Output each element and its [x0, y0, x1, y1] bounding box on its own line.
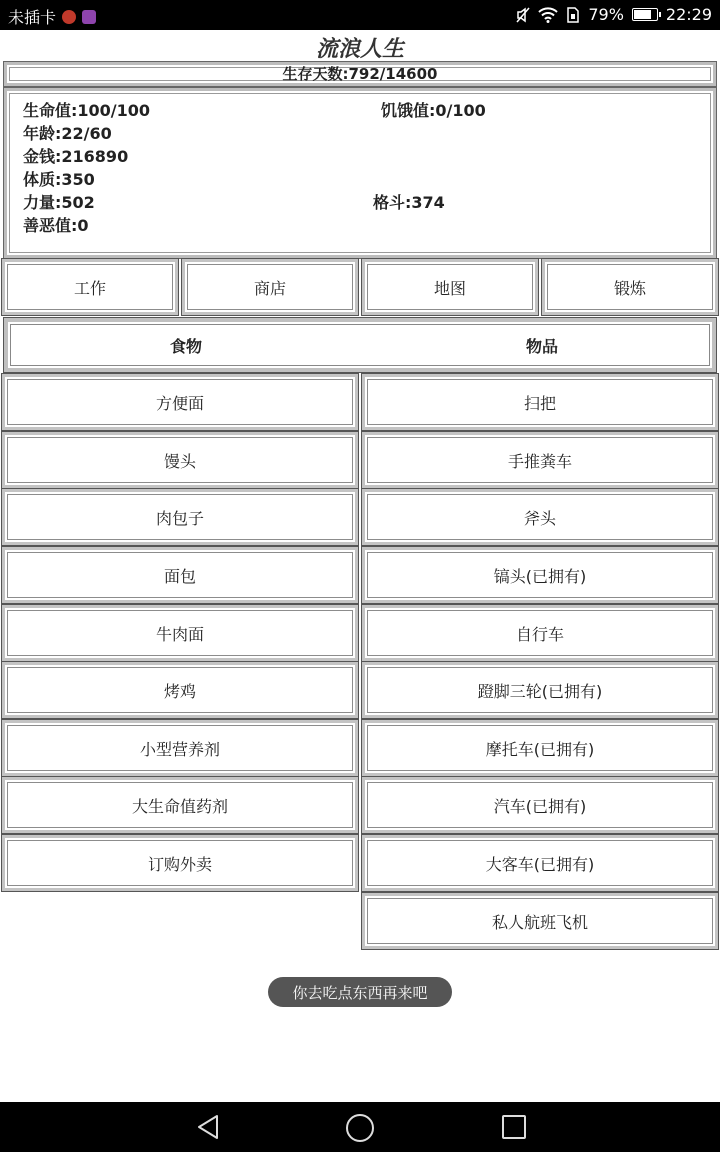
- page-title: 流浪人生: [315, 37, 404, 62]
- battery-icon: [632, 8, 658, 21]
- carrier-text: 未插卡: [8, 8, 57, 27]
- list-item-food[interactable]: 馒头: [2, 432, 358, 488]
- battery-percent: 79%: [588, 5, 624, 24]
- list-item-goods[interactable]: 汽车(已拥有): [362, 777, 718, 833]
- list-item-goods[interactable]: 大客车(已拥有): [362, 835, 718, 891]
- list-item-goods[interactable]: 摩托车(已拥有): [362, 720, 718, 776]
- work-button[interactable]: 工作: [2, 259, 178, 315]
- list-item-food[interactable]: 方便面: [2, 374, 358, 430]
- sim-icon: [566, 7, 580, 23]
- wifi-icon: [538, 7, 558, 23]
- mute-icon: [516, 7, 530, 23]
- list-item-goods[interactable]: 蹬脚三轮(已拥有): [362, 662, 718, 718]
- constitution-stat: 体质:350: [23, 170, 95, 189]
- navigation-bar: [0, 1102, 720, 1152]
- list-item-goods[interactable]: 扫把: [362, 374, 718, 430]
- list-item-food[interactable]: 牛肉面: [2, 605, 358, 661]
- list-item-goods[interactable]: 自行车: [362, 605, 718, 661]
- money-stat: 金钱:216890: [23, 147, 129, 166]
- list-item-goods[interactable]: 镐头(已拥有): [362, 547, 718, 603]
- karma-stat: 善恶值:0: [23, 216, 89, 235]
- toast-message: 你去吃点东西再来吧: [268, 977, 452, 1007]
- list-item-goods[interactable]: 斧头: [362, 489, 718, 545]
- status-bar: [0, 0, 720, 30]
- list-item-food[interactable]: 烤鸡: [2, 662, 358, 718]
- tab-food[interactable]: 食物: [169, 336, 202, 356]
- app-notification-icon: [62, 10, 76, 24]
- list-item-food[interactable]: 小型营养剂: [2, 720, 358, 776]
- stats-panel: [4, 88, 716, 258]
- combat-stat: 格斗:374: [373, 193, 445, 212]
- recent-apps-icon[interactable]: [502, 1115, 526, 1139]
- list-item-food[interactable]: 订购外卖: [2, 835, 358, 891]
- list-item-food[interactable]: 面包: [2, 547, 358, 603]
- strength-stat: 力量:502: [23, 193, 95, 212]
- hunger-stat: 饥饿值:0/100: [381, 101, 486, 120]
- home-icon[interactable]: [346, 1114, 374, 1142]
- shop-button[interactable]: 商店: [182, 259, 358, 315]
- list-item-goods[interactable]: 手推粪车: [362, 432, 718, 488]
- tab-items[interactable]: 物品: [525, 336, 558, 356]
- age-stat: 年龄:22/60: [23, 124, 112, 143]
- list-item-goods[interactable]: 私人航班飞机: [362, 893, 718, 949]
- exercise-button[interactable]: 锻炼: [542, 259, 718, 315]
- map-button[interactable]: 地图: [362, 259, 538, 315]
- gallery-notification-icon: [82, 10, 96, 24]
- hp-stat: 生命值:100/100: [23, 101, 151, 120]
- survival-days: 生存天数:792/14600: [4, 62, 716, 86]
- shop-tabs: [4, 318, 716, 372]
- back-icon[interactable]: [196, 1114, 220, 1140]
- clock-time: 22:29: [665, 5, 712, 24]
- list-item-food[interactable]: 大生命值药剂: [2, 777, 358, 833]
- list-item-food[interactable]: 肉包子: [2, 489, 358, 545]
